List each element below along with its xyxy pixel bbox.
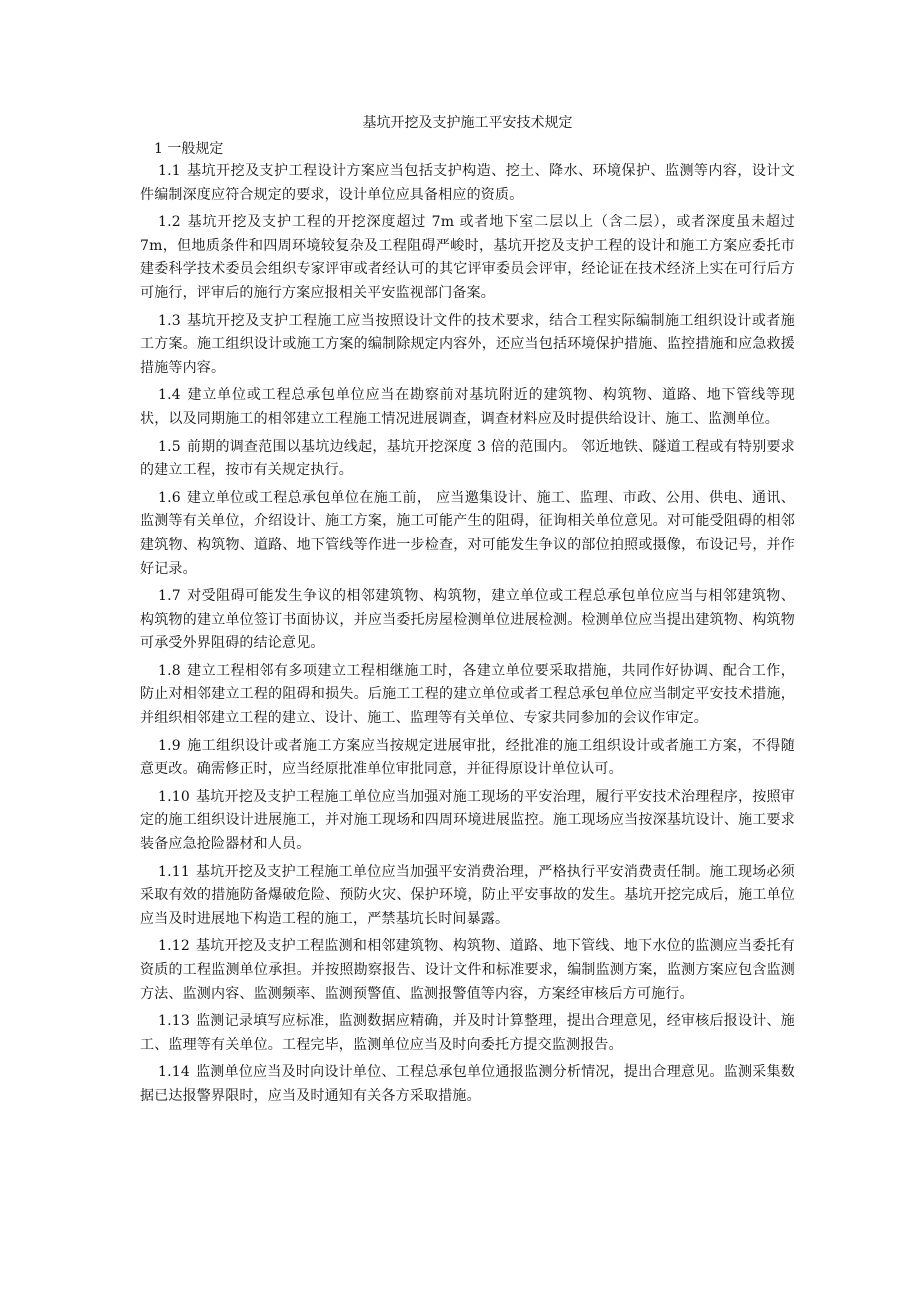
paragraph-text: 基坑开挖及支护工程施工单位应当加强对施工现场的平安治理，履行平安技术治理程序，按照审定的施工组织设计进展施工，并对施工现场和四周环境进展监控。施工现场应当按深基坑设计、施工要求装备应急抢险器材和人员。	[140, 788, 795, 853]
paragraph-number: 1.2	[158, 214, 181, 231]
paragraph-number: 1.13	[158, 1013, 190, 1030]
paragraph-1-6	[140, 487, 795, 581]
paragraph-1-5	[140, 436, 795, 483]
paragraph-number: 1.6	[158, 489, 181, 506]
paragraph-number: 1.12	[158, 938, 190, 955]
paragraph-number: 1.7	[158, 588, 181, 605]
paragraph-number: 1.9	[158, 737, 181, 754]
section-heading: 1 一般规定	[154, 141, 224, 157]
paragraph-text: 监测单位应当及时向设计单位、工程总承包单位通报监测分析情况，提出合理意见。监测采集数据已达报警界限时，应当及时通知有关各方采取措施。	[140, 1064, 795, 1104]
paragraph-1-8	[140, 660, 795, 731]
paragraph-1-12	[140, 935, 795, 1006]
paragraph-text: 对受阻碍可能发生争议的相邻建筑物、构筑物，建立单位或工程总承包单位应当与相邻建筑物、构筑物的建立单位签订书面协议，并应当委托房屋检测单位进展检测。检测单位应当提出建筑物、构筑物可承受外界阻碍的结论意见。	[140, 588, 795, 652]
document-title: 基坑开挖及支护施工平安技术规定	[362, 115, 573, 131]
paragraph-1-13	[140, 1010, 795, 1057]
paragraph-number: 1.5	[158, 438, 181, 455]
paragraph-text: 前期的调查范围以基坑边线起，基坑开挖深度 3 倍的范围内。 邻近地铁、隧道工程或有特别要求的建立工程，按市有关规定执行。	[140, 438, 795, 479]
paragraph-1-3	[140, 310, 795, 381]
paragraph-number: 1.10	[158, 788, 190, 805]
paragraph-text: 建立工程相邻有多项建立工程相继施工时，各建立单位要采取措施，共同作好协调、配合工作，防止对相邻建立工程的阻碍和损失。后施工工程的建立单位或者工程总承包单位应当制定平安技术措施，并组织相邻建立工程的建立、设计、施工、监理等有关单位、专家共同参加的会议作审定。	[140, 662, 795, 727]
paragraph-text: 基坑开挖及支护工程施工应当按照设计文件的技术要求，结合工程实际编制施工组织设计或者施工方案。施工组织设计或施工方案的编制除规定内容外，还应当包括环境保护措施、监控措施和应急救援措施等内容。	[140, 312, 795, 376]
paragraph-text: 基坑开挖及支护工程施工单位应当加强平安消费治理，严格执行平安消费责任制。施工现场必须采取有效的措施防备爆破危险、预防火灾、保护环境，防止平安事故的发生。基坑开挖完成后，施工单位应当及时进展地下构造工程的施工，严禁基坑长时间暴露。	[140, 863, 795, 927]
paragraph-text: 监测记录填写应标准，监测数据应精确，并及时计算整理，提出合理意见，经审核后报设计、施工、监理等有关单位。工程完毕，监测单位应当及时向委托方提交监测报告。	[140, 1013, 795, 1053]
document-body	[140, 112, 795, 1113]
paragraph-number: 1.11	[158, 863, 190, 880]
paragraph-number: 1.14	[158, 1064, 190, 1081]
paragraph-1-2	[140, 211, 795, 305]
paragraph-text: 建立单位或工程总承包单位在施工前， 应当邀集设计、施工、监理、市政、公用、供电、通讯、监测等有关单位，介绍设计、施工方案，施工可能产生的阻碍，征询相关单位意见。对可能受阻碍的相邻建筑物、构筑物、道路、地下管线等作进一步检查，对可能发生争议的部位拍照或摄像，布设记号，并作好记录。	[140, 489, 795, 577]
paragraph-text: 施工组织设计或者施工方案应当按规定进展审批，经批准的施工组织设计或者施工方案，不得随意更改。确需修正时，应当经原批准单位审批同意，并征得原设计单位认可。	[140, 737, 795, 778]
paragraph-text: 建立单位或工程总承包单位应当在勘察前对基坑附近的建筑物、构筑物、道路、地下管线等现状，以及同期施工的相邻建立工程施工情况进展调查，调查材料应及时提供给设计、施工、监测单位。	[140, 387, 795, 427]
paragraph-number: 1.8	[158, 662, 181, 679]
paragraph-number: 1.3	[158, 312, 181, 329]
paragraph-1-11	[140, 861, 795, 932]
paragraph-number: 1.4	[158, 387, 181, 404]
paragraph-1-7	[140, 585, 795, 656]
paragraph-1-1	[140, 160, 795, 207]
paragraph-1-4	[140, 384, 795, 431]
paragraph-text: 基坑开挖及支护工程监测和相邻建筑物、构筑物、道路、地下管线、地下水位的监测应当委托有资质的工程监测单位承担。并按照勘察报告、设计文件和标准要求，编制监测方案，监测方案应包含监测方法、监测内容、监测频率、监测预警值、监测报警值等内容，方案经审核后方可施行。	[140, 938, 795, 1002]
paragraph-1-10	[140, 786, 795, 857]
paragraph-text: 基坑开挖及支护工程设计方案应当包括支护构造、挖土、降水、环境保护、监测等内容，设计文件编制深度应符合规定的要求，设计单位应具备相应的资质。	[140, 163, 795, 203]
paragraph-text: 基坑开挖及支护工程的开挖深度超过 7m 或者地下室二层以上（含二层），或者深度虽未超过 7m，但地质条件和四周环境较复杂及工程阻碍严峻时，基坑开挖及支护工程的设计和施工方案应委托市建委科学技术委员会组织专家评审或者经认可的其它评审委员会评审，经论证在技术经济上实在可行后方可施行，评审后的施行方案应报相关平安监视部门备案。	[140, 214, 795, 301]
paragraph-1-14	[140, 1061, 795, 1108]
paragraph-number: 1.1	[158, 163, 181, 179]
paragraph-1-9	[140, 735, 795, 782]
